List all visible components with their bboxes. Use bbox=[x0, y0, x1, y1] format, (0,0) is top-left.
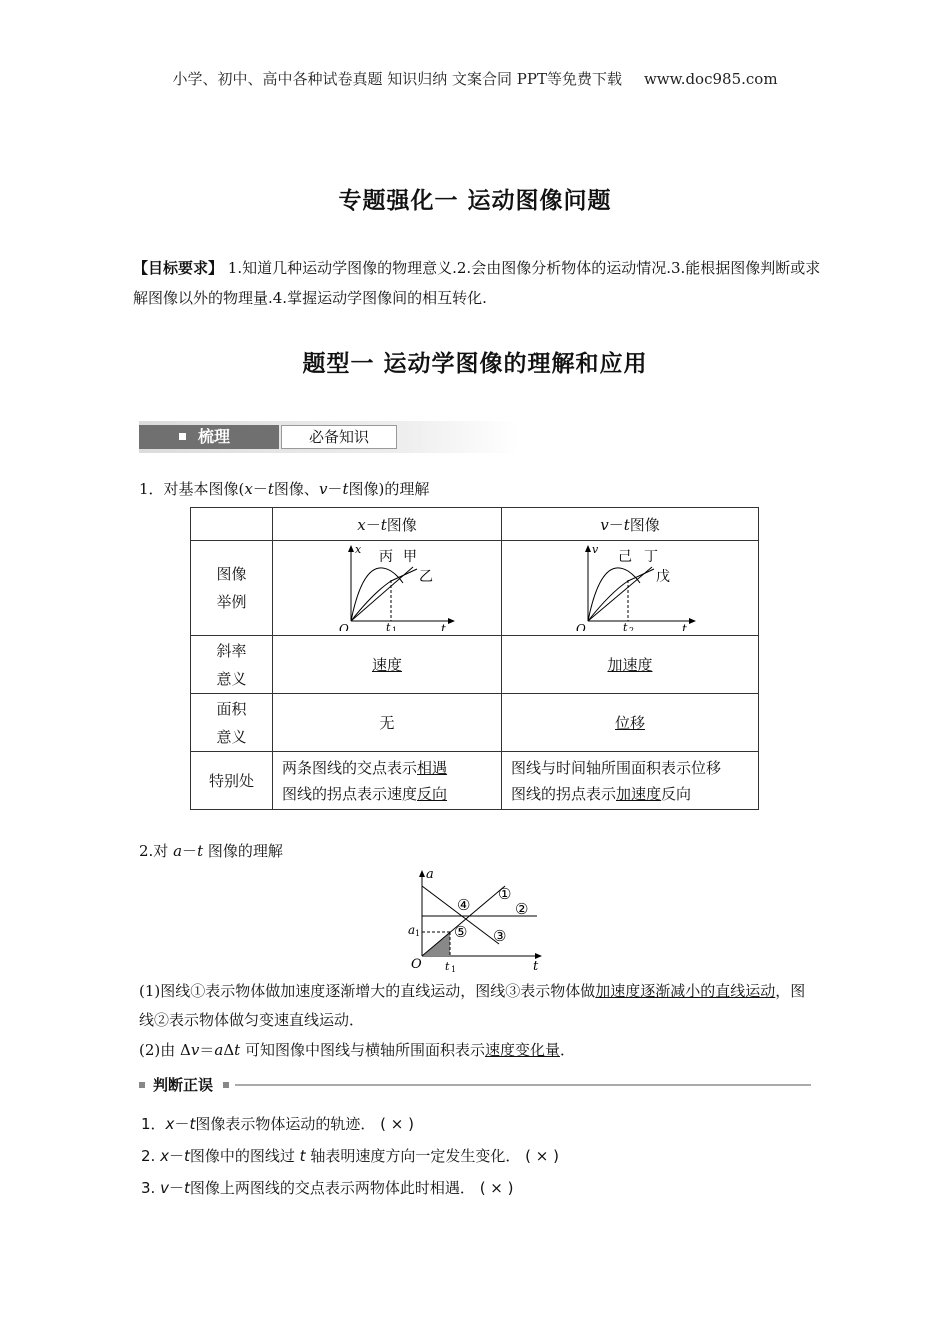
a-graph-t1-sub: 1 bbox=[451, 965, 457, 974]
item1-dash2: － bbox=[327, 480, 343, 498]
item1-suffix: 图像)的理解 bbox=[348, 480, 430, 498]
graph-comparison-table bbox=[190, 507, 759, 810]
x-t-graph bbox=[273, 541, 501, 631]
v-graph-line-ding bbox=[588, 567, 652, 621]
page-title: 专题强化一 运动图像问题 bbox=[338, 188, 612, 214]
x-graph-label-x: x bbox=[355, 543, 362, 556]
judge-item-1: 1．x－t图像表示物体运动的轨迹． ( × ) bbox=[141, 1115, 414, 1133]
x-graph-curve-bing bbox=[351, 568, 403, 621]
special-x: 两条图线的交点表示相遇 图线的拐点表示速度反向 bbox=[273, 752, 502, 810]
item1-x: x bbox=[244, 480, 253, 498]
a-graph-origin: O bbox=[411, 957, 422, 972]
banner-right: 必备知识 bbox=[281, 425, 397, 449]
paragraph-1: (1)图线①表示物体做加速度逐渐增大的直线运动，图线③表示物体做加速度逐渐减小的直线运动，图线②表示物体做匀变速直线运动． bbox=[139, 982, 806, 1029]
item1-prefix: 1．对基本图像( bbox=[139, 480, 245, 498]
table-corner bbox=[191, 508, 273, 541]
judge-title: 判断正误 bbox=[153, 1076, 214, 1094]
v-graph-t-arrow bbox=[689, 618, 696, 624]
a-graph-t1: t bbox=[445, 960, 450, 973]
judge-answer-2: ( × ) bbox=[525, 1147, 559, 1165]
item1-dash1: － bbox=[252, 480, 268, 498]
v-graph-origin: O bbox=[576, 622, 586, 631]
judge-item-2: 2. x－t图像中的图线过 t 轴表明速度方向一定发生变化． ( × ) bbox=[141, 1147, 559, 1165]
section-title: 题型一 运动学图像的理解和应用 bbox=[302, 351, 648, 377]
judge-item-3: 3. v－t图像上两图线的交点表示两物体此时相遇． ( × ) bbox=[141, 1179, 514, 1197]
x-graph-label-jia: 甲 bbox=[403, 549, 417, 565]
goal-tag: 【目标要求】 bbox=[133, 259, 224, 277]
page-header bbox=[0, 68, 950, 89]
v-graph-label-ji: 己 bbox=[618, 549, 632, 565]
a-graph-a1: a bbox=[408, 923, 416, 937]
x-graph-tick-sub: 1 bbox=[392, 626, 398, 631]
a-graph-circle-4: ④ bbox=[457, 896, 471, 914]
special-v: 图线与时间轴所围面积表示位移 图线的拐点表示加速度反向 bbox=[502, 752, 759, 810]
a-graph-label-a: a bbox=[426, 867, 434, 882]
paragraph-2: (2)由 Δv＝aΔt 可知图像中图线与横轴所围面积表示速度变化量． bbox=[139, 1041, 575, 1059]
x-t-graph-cell bbox=[273, 541, 502, 636]
judge-bullet-icon bbox=[139, 1082, 145, 1088]
v-t-graph bbox=[502, 541, 758, 631]
x-graph-x-arrow bbox=[348, 545, 354, 552]
item1-t2: t bbox=[342, 480, 349, 498]
header-text: 小学、初中、高中各种试卷真题 知识归纳 文案合同 PPT等免费下载 bbox=[172, 70, 622, 88]
table-header-x: x－t图像 bbox=[273, 508, 502, 541]
v-graph-label-wu: 戊 bbox=[656, 569, 670, 585]
a-graph-circle-5: ⑤ bbox=[454, 923, 468, 941]
a-t-graph bbox=[405, 866, 550, 976]
item1-heading bbox=[139, 478, 429, 499]
section-banner bbox=[139, 421, 519, 453]
a-graph-a-arrow bbox=[419, 870, 425, 877]
row-label-example: 图像 举例 bbox=[191, 541, 273, 636]
a-graph-label-t: t bbox=[533, 959, 539, 974]
judge-rule bbox=[235, 1084, 811, 1086]
x-graph-t-arrow bbox=[448, 618, 455, 624]
table-header-v: v－t图像 bbox=[502, 508, 759, 541]
judge-section-header bbox=[139, 1072, 811, 1096]
area-v: 位移 bbox=[502, 694, 759, 752]
item1-t: t bbox=[267, 480, 274, 498]
judge-answer-3: ( × ) bbox=[479, 1179, 514, 1197]
a-graph-a1-sub: 1 bbox=[415, 929, 421, 938]
v-t-graph-cell bbox=[502, 541, 759, 636]
x-graph-label-bing: 丙 bbox=[379, 549, 393, 565]
a-graph-circle-2: ② bbox=[515, 900, 529, 918]
v-graph-tick-sub: 2 bbox=[629, 626, 635, 631]
v-graph-curve-ji bbox=[588, 568, 640, 621]
row-label-special: 特别处 bbox=[191, 752, 273, 810]
row-label-area: 面积 意义 bbox=[191, 694, 273, 752]
v-graph-label-ding: 丁 bbox=[644, 549, 658, 565]
slope-x: 速度 bbox=[273, 636, 502, 694]
goal-paragraph bbox=[133, 253, 823, 313]
v-graph-v-arrow bbox=[585, 545, 591, 552]
v-graph-label-v: v bbox=[592, 543, 599, 556]
header-site-link[interactable]: www.doc985.com bbox=[643, 70, 778, 88]
judge-answer-1: ( × ) bbox=[380, 1115, 414, 1133]
row-label-slope: 斜率 意义 bbox=[191, 636, 273, 694]
x-graph-curve-yi bbox=[351, 569, 417, 621]
banner-left-label: 梳理 bbox=[198, 427, 231, 446]
item1-mid: 图像、 bbox=[273, 480, 319, 498]
slope-v: 加速度 bbox=[502, 636, 759, 694]
a-graph-circle-3: ③ bbox=[493, 927, 507, 945]
judge-bullet-icon-2 bbox=[223, 1082, 229, 1088]
x-graph-label-yi: 乙 bbox=[419, 569, 433, 585]
x-graph-tick-t: t bbox=[386, 621, 391, 631]
x-graph-origin: O bbox=[339, 622, 349, 631]
item2-heading: 2.对 a－t 图像的理解 bbox=[139, 842, 283, 860]
banner-left bbox=[139, 425, 279, 449]
v-graph-tick-t: t bbox=[623, 621, 628, 631]
item1-v: v bbox=[318, 480, 328, 498]
goal-text: 1.知道几种运动学图像的物理意义.2.会由图像分析物体的运动情况.3.能根据图像判断或求解图像以外的物理量.4.掌握运动学图像间的相互转化. bbox=[133, 259, 821, 307]
banner-square-icon bbox=[179, 433, 186, 440]
a-graph-circle-1: ① bbox=[498, 885, 512, 903]
v-graph-label-t: t bbox=[682, 622, 687, 631]
area-x: 无 bbox=[273, 694, 502, 752]
x-graph-label-t: t bbox=[441, 622, 446, 631]
